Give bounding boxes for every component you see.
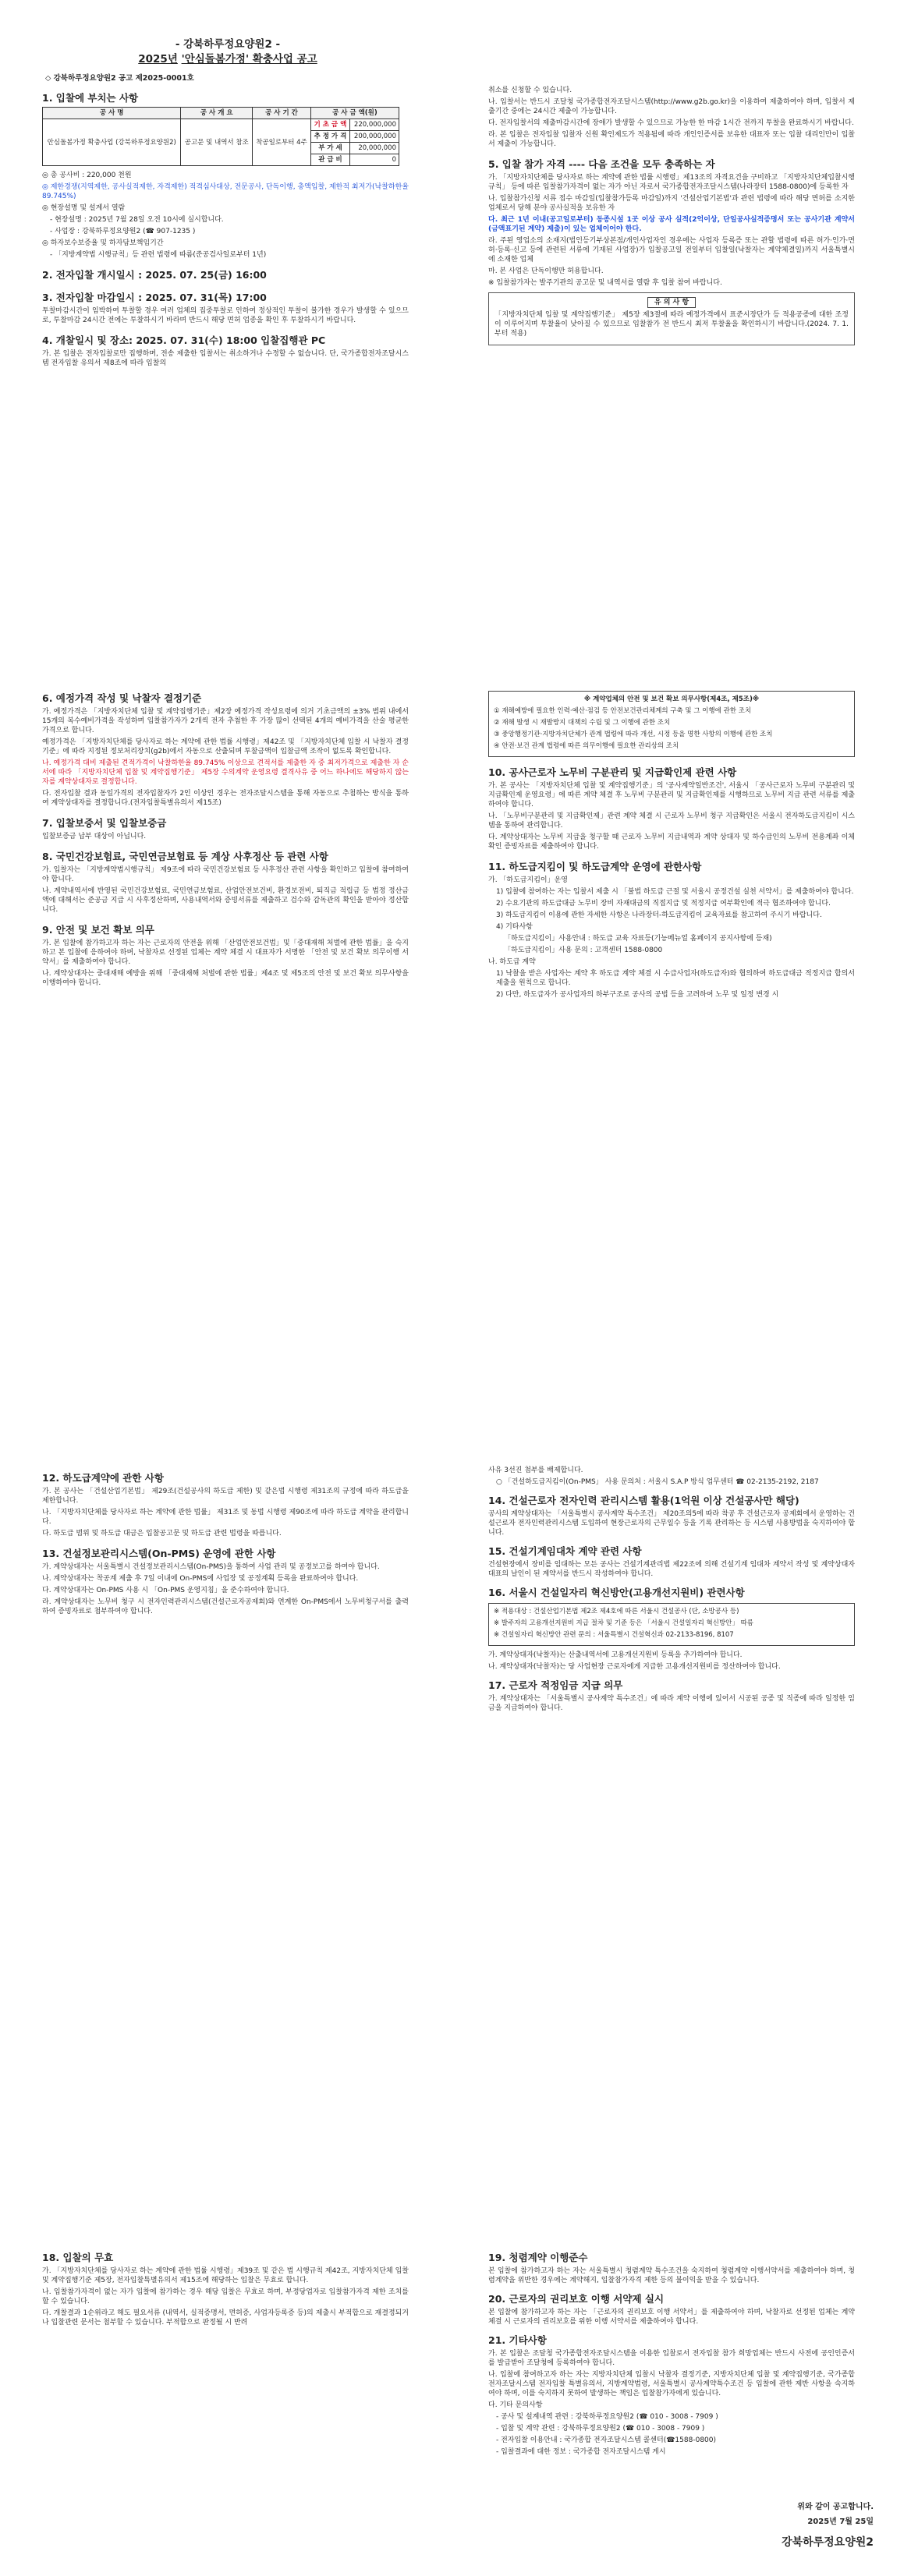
signature-org: 강북하루정요양원2 [782,2536,874,2549]
sec13-body: 다. 계약상대자는 On-PMS 사용 시 「On-PMS 운영지침」을 준수하여야 합니다. [42,1587,289,1594]
sec5-item: 나. 입찰참가신청 서류 접수 마감일(입찰참가등록 마감일)까지 '건설산업기본법'과 관련 법령에 따라 해당 면허를 소지한 업체로서 당해 분야 공사실적을 보유한 자 [488,195,855,212]
sec10-body: 가. 본 공사는 「지방자치단체 입찰 및 계약집행기준」의 '공사계약일반조건', 서울시 「공사근로자 노무비 구분관리 및 지급확인제 운영요령」에 따른 계약 체결 후 노무비 구분관리 및 지급확인제를 시행하므로 노무비 지급 관련 서류를 제출하여야 합니다. [488,782,855,809]
sec3-body: 투찰마감시간이 임박하여 투찰할 경우 여러 업체의 집중투찰로 인하여 정상적인 투찰이 불가한 경우가 발생할 수 있으므로, 투찰마감 24시간 전에는 투찰하시기 바라며 반드시 해당 면허 업종을 확인 후 투찰하시기 바랍니다. [42,307,409,324]
sec16-body: 가. 계약상대자(낙찰자)는 산출내역서에 고용개선지원비 등록을 추가하여야 합니다. [488,1651,743,1659]
project-overview: 공고문 및 내역서 참조 [181,119,253,166]
signature-prefix: 위와 같이 공고합니다. [797,2503,874,2511]
col1-top [42,86,409,370]
employment-item: ※ 건설일자리 혁신방안 관련 문의 : 서울특별시 건설혁신과 02-2133-8196, 8107 [494,1631,734,1639]
sec4-body: 가. 본 입찰은 전자입찰로만 집행하며, 전송 제출한 입찰서는 취소하거나 수정할 수 없습니다. 단, 국가종합전자조달시스템 전자입찰 유의서 제8조에 따라 입찰의 [42,350,409,367]
sec11-body: 「하도급지킴이」사용 문의 : 고객센터 1588-0800 [504,947,663,954]
sec16-heading: 16. 서울시 건설일자리 혁신방안(고용개선지원비) 관련사항 [488,1587,745,1598]
sec19-heading: 19. 청렴계약 이행준수 [488,2252,588,2263]
project-name: 안심돌봄가정 확충사업 (강북하루정요양원2) [43,119,181,166]
sec20-heading: 20. 근로자의 권리보호 이행 서약제 실시 [488,2293,665,2305]
sec11-body: 3) 하도급지킴이 이용에 관한 자세한 사항은 나라장터-하도급지킴이 교육자료를 참고하여 주시기 바랍니다. [496,911,822,919]
sec5-item: 라. 주된 영업소의 소재지(법인등기부상본점/개인사업자인 경우에는 사업자 등록증 또는 관할 법령에 따른 허가·인가·면허·등록·신고 등에 관련된 서류에 기재된 사업장)가 입찰공고일 전일부터 입찰일(낙찰자는 계약체결일)까지 서울특별시에 소재한 업체 [488,237,855,264]
col1-mid [42,686,409,990]
sec5-item: 다. 최근 1년 이내(공고일로부터) 동종시설 1곳 이상 공사 실적(2억이상, 단일공사실적증명서 또는 공사기관 계약서(금액표기된 계약) 제출)이 있는 업체이어야 한다. [488,216,855,233]
sec11-heading: 11. 하도급지킴이 및 하도급계약 운영에 관한사항 [488,861,702,872]
sec5-heading: 5. 입찰 참가 자격 ---- 다음 조건을 모두 충족하는 자 [488,158,715,170]
sec2-heading: 2. 전자입찰 개시일시 : 2025. 07. 25(금) 16:00 [42,269,267,281]
sec18-body: 가. 「지방자치단체를 당사자로 하는 계약에 관한 법률 시행령」제39조 및 같은 법 시행규칙 제42조, 지방자치단체 입찰 및 계약집행기준 제5장, 전자입찰특별유의서 제15조에 해당하는 입찰은 무효로 합니다. [42,2267,409,2284]
sec5-item: 가. 「지방자치단체를 당사자로 하는 계약에 관한 법률 시행령」제13조의 자격요건을 구비하고 「지방자치단체입찰시행규칙」 등에 따른 입찰참가자격이 없는 자가 아닌 자로서 국가종합전자조달시스템(나라장터 1588-0800)에 등록한 자 [488,174,855,191]
sec14-body: 공사의 계약상대자는 「서울특별시 공사계약 특수조건」 제20조의5에 따라 착공 후 건설근로자 공제회에서 운영하는 건설근로자 전자인력관리시스템 도입하여 현장근로자의 근무일수 등을 기록 관리하는 등 시스템 사용방법을 숙지하여야 합니다. [488,1510,855,1537]
sec12-heading: 12. 하도급계약에 관한 사항 [42,1472,164,1484]
sec11-body: 1) 낙찰을 받은 사업자는 계약 후 하도급 계약 체결 시 수급사업자(하도급자)와 협의하여 하도급대금 적정지급 합의서 제출을 원칙으로 합니다. [496,970,855,987]
sec1-bullet: - 현장설명 : 2025년 7월 28일 오전 10시에 실시합니다. [50,216,224,224]
sec21-body: 가. 본 입찰은 조달청 국가종합전자조달시스템을 이용한 입찰로서 전자입찰 참가 희망업체는 반드시 사전에 공인인증서를 발급받아 조달청에 등록하여야 합니다. [488,2350,855,2367]
sec13-heading: 13. 건설정보관리시스템(On-PMS) 운영에 관한 사항 [42,1548,276,1559]
sec20-body: 본 입찰에 참가하고자 하는 자는 「근로자의 권리보호 이행 서약서」를 제출하여야 하며, 낙찰자로 선정된 업체는 계약 체결 시 근로자의 권리보호를 위한 이행 서약서를 제출하여야 합니다. [488,2309,855,2326]
contact-line: - 입찰 및 계약 관련 : 강북하루정요양원2 (☎ 010 - 3008 - 7909 ) [496,2425,705,2433]
sec11-body: 가. 「하도급지킴이」운영 [488,876,568,884]
contact-line: - 공사 및 설계내역 관련 : 강북하루정요양원2 (☎ 010 - 3008 - 7909 ) [496,2413,718,2421]
sec21-body: 나. 입찰에 참여하고자 하는 자는 지방자치단체 입찰시 낙찰자 결정기준, 지방자치단체 입찰 및 계약집행기준, 국가종합 전자조달시스템 전자입찰 특별유의서, 지방계약법령, 서울특별시 공사계약특수조건 등 입찰에 관한 제반 사항을 숙지하여야 하며, 이를 숙지하지 못하여 발생하는 책임은 입찰참가자에게 있습니다. [488,2371,855,2397]
safety-box [488,691,855,757]
notice-box-title: 유 의 사 항 [647,297,696,308]
sec12-body: 가. 본 공사는 「건설산업기본법」 제29조(건설공사의 하도급 제한) 및 같은법 시행령 제31조의 규정에 따라 하도급을 제한합니다. [42,1488,409,1505]
sec17-body: 가. 계약상대자는 「서울특별시 공사계약 특수조건」에 따라 계약 이행에 있어서 시공된 공종 및 직종에 따라 일정한 임금을 지급하여야 합니다. [488,1695,855,1712]
sec1-bullet: - 「지방계약법 시행규칙」등 관련 법령에 따름(준공검사일로부터 1년) [50,251,267,259]
safety-item: ③ 중앙행정기관·지방자치단체가 관계 법령에 따라 개선, 시정 등을 명한 사항의 이행에 관한 조치 [494,731,773,738]
safety-item: ② 재해 발생 시 재발방지 대책의 수립 및 그 이행에 관한 조치 [494,719,671,727]
project-period: 착공일로부터 4주 [253,119,311,166]
sec11-body: 2) 다만, 하도급자가 공사업자의 하부구조로 공사의 공법 등을 고려하여 노무 및 일정 변경 시 [496,991,779,999]
sec11-body: 4) 기타사항 [496,923,533,931]
sec4-heading: 4. 개찰일시 및 장소: 2025. 07. 31(수) 18:00 입찰집행관 PC [42,334,326,346]
contact-line: - 입찰결과에 대한 정보 : 국가종합 전자조달시스템 게시 [496,2448,666,2456]
sec11-body: 나. 하도급 계약 [488,958,536,966]
notice-number: ◇ 강북하루정요양원2 공고 제2025-0001호 [45,74,194,83]
sec8-body: 가. 입찰자는 「지방계약법시행규칙」 제9조에 따라 국민건강보험료 등 사후정산 관련 사항을 확인하고 입찰에 참여하여야 합니다. [42,866,409,883]
amount-label: 부 가 세 [310,143,349,154]
sec8-body: 나. 계약내역서에 반영된 국민건강보험료, 국민연금보험료, 산업안전보건비, 환경보전비, 퇴직금 적립금 등 법정 정산금액에 대해서는 준공금 지급 시 사후정산하며, 사용내역서와 증빙서류를 제출하고 검수와 감독관의 확인을 받아야 정산합니다. [42,887,409,914]
sec17-heading: 17. 근로자 적정임금 지급 의무 [488,1679,623,1691]
sec11-continued: 사유 3선진 첨부를 배제합니다. [488,1467,583,1474]
sec18-body: 다. 개찰결과 1순위라고 해도 필요서류 (내역서, 실적증명서, 면허증, 사업자등록증 등)의 제출시 부적합으로 재결정되거나 입찰관련 문서는 첨부할 수 있습니다. 부적합으로 판정될 시 반려 [42,2309,409,2327]
sec5-item: 마. 본 사업은 단독이행만 허용합니다. [488,267,604,275]
sec1-bullet: - 사업장 : 강북하루정요양원2 (☎ 907-1235 ) [50,228,196,235]
th-name: 공 사 명 [43,108,181,119]
amount-label: 관 급 비 [310,154,349,166]
sec6-body: 나. 예정가격 대비 제출된 견적가격이 낙찰하한율 89.745% 이상으로 견적서를 제출한 자 중 최저가격으로 제출한 자 순서에 따라 「지방자치단체 입찰 및 계약집행기준」 제5장 수의계약 운영요령 결격사유 중 어느 하나에도 해당하지 않는 자를 계약상대자로 결정합니다. [42,759,409,786]
sec4-item: 나. 입찰서는 반드시 조달청 국가종합전자조달시스템(http://www.g2b.go.kr)을 이용하여 제출하여야 하며, 입찰서 제출기간 중에는 24시간 제출이 가능합니다. [488,98,855,115]
sec8-heading: 8. 국민건강보험료, 국민연금보험료 등 계상 사후정산 등 관련 사항 [42,851,328,862]
title-year: 2025년 [138,53,178,65]
sec9-heading: 9. 안전 및 보건 확보 의무 [42,924,154,936]
sec13-body: 가. 계약상대자는 서울특별시 건설정보관리시스템(On-PMS)을 통하여 사업 관리 및 공정보고를 하여야 합니다. [42,1563,380,1571]
sec10-body: 나. 「노무비구분관리 및 지급확인제」관련 계약 체결 시 근로자 노무비 청구 지급확인은 서울시 전자하도급지킴이 시스템을 통하여 관리합니다. [488,812,855,830]
sec12-body: 다. 하도급 범위 및 하도급 대금은 입찰공고문 및 하도급 관련 법령을 따릅니다. [42,1530,282,1537]
notice-box-body: 「지방자치단체 입찰 및 계약집행기준」 제5장 제3절에 따라 예정가격에서 표준시장단가 등 적용공종에 대한 조정이 이루어지며 투찰율이 낮아질 수 있으므로 입찰참가 전 반드시 최저 투찰율을 확인하시기 바랍니다.(2024. 7. 1. 부터 적용) [494,311,849,338]
sec7-body: 입찰보증금 납부 대상이 아닙니다. [42,833,147,840]
sec15-body: 건설현장에서 장비를 임대하는 모든 공사는 건설기계관리법 제22조에 의해 건설기계 임대차 계약서 작성 및 계약상대자 대표의 날인이 된 계약서를 반드시 작성하여야 합니다. [488,1561,855,1578]
sec6-body: 예정가격은 「지방자치단체를 당사자로 하는 계약에 관한 법률 시행령」제42조 및 「지방자치단체 입찰 시 낙찰자 결정기준」에 따라 지정된 정보처리장치(g2b)에서 자동으로 산출되며 투찰금액이 입찰금액 조작이 없도록 확인합니다. [42,738,409,755]
col2-bottom [488,2245,855,2459]
sec1-bullet: ◎ 현장설명 및 설계서 열람 [42,204,126,212]
amount-label: 기 초 금 액 [310,119,349,131]
sec4-continued: 취소를 신청할 수 있습니다. [488,87,572,94]
sec18-body: 나. 입찰참가자격이 없는 자가 입찰에 참가하는 경우 해당 입찰은 무효로 하며, 부정당업자로 입찰참가자격 제한 조치를 할 수 있습니다. [42,2288,409,2305]
sec1-bullet: ◎ 총 공사비 : 220,000 천원 [42,172,132,179]
sec9-body: 나. 계약상대자는 중대재해 예방을 위해 「중대재해 처벌에 관한 법률」제4조 및 제5조의 안전 및 보건 확보 의무사항을 이행하여야 합니다. [42,970,409,987]
sec18-heading: 18. 입찰의 무효 [42,2252,114,2263]
sec5-item: ※ 입찰참가자는 발주기관의 공고문 및 내역서를 열람 후 입찰 참여 바랍니다. [488,279,722,287]
signature-date: 2025년 7월 25일 [807,2518,874,2526]
col2-lower [488,1466,855,1715]
sec11-continued: ○ 「건설하도급지킴이(On-PMS」 사용 문의처 : 서울시 S.A.P 방식 업무센터 ☎ 02-2135-2192, 2187 [496,1478,819,1486]
sec9-body: 가. 본 입찰에 참가하고자 하는 자는 근로자의 안전을 위해 「산업안전보건법」및「중대재해 처벌에 관한 법률」을 숙지하고 본 입찰에 응하여야 하며, 낙찰자로 선정된 업체는 계약 체결 시 대표자가 서명한 「안전 및 보건 확보 의무이행 서약서」를 제출하여야 합니다. [42,939,409,966]
sec7-heading: 7. 입찰보증서 및 입찰보증금 [42,817,167,829]
amount-label: 추 정 가 격 [310,131,349,143]
sec11-body: 1) 입찰에 참여하는 자는 입찰서 제출 시 「불법 하도급 근절 및 서울시 공정건설 실천 서약서」를 제출하여야 합니다. [496,888,854,896]
amount-value: 20,000,000 [350,143,399,154]
sec10-body: 다. 계약상대자는 노무비 지급을 청구할 때 근로자 노무비 지급내역과 계약 상대자 및 하수급인의 노무비 전용계좌 이체확인 증빙자료를 제출하여야 합니다. [488,833,855,851]
sec6-heading: 6. 예정가격 작성 및 낙찰자 결정기준 [42,692,202,704]
th-overview: 공 사 개 요 [181,108,253,119]
safety-item: ④ 안전·보건 관계 법령에 따른 의무이행에 필요한 관리상의 조치 [494,742,679,750]
project-table [42,107,399,166]
employment-item: ※ 적용대상 : 건설산업기본법 제2조 제4호에 따른 서울시 건설공사 (단, 소방공사 등) [494,1608,739,1615]
col2-mid [488,686,855,1002]
col1-lower [42,1466,409,1619]
sec11-body: 「하도급지킴이」사용안내 : 하도급 교육 자료등(기능메뉴얼 홈페이지 공지사항에 등재) [504,935,772,943]
sec21-heading: 21. 기타사항 [488,2334,547,2346]
page-title [0,50,456,65]
th-amount: 공 사 금 액(원) [310,108,399,119]
sec16-body: 나. 계약상대자(낙찰자)는 당 사업현장 근로자에게 지급한 고용개선지원비를 정산하여야 합니다. [488,1663,781,1671]
sec13-body: 나. 계약상대자는 착공계 제출 후 7일 이내에 On-PMS에 사업장 및 공정계획 등록을 완료하여야 합니다. [42,1575,359,1583]
sec6-body: 가. 예정가격은 「지방자치단체 입찰 및 계약집행기준」제2장 예정가격 작성요령에 의거 기초금액의 ±3% 범위 내에서 15개의 복수예비가격을 작성하며 입찰참가자가 2개씩 전자 추첨한 후 가장 많이 선택된 4개의 예비가격을 산술 평균한 가격으로 합니다. [42,708,409,734]
amount-value: 220,000,000 [350,119,399,131]
safety-box-title: ※ 계약업체의 안전 및 보건 확보 의무사항(제4조, 제5조)※ [583,695,760,703]
sec6-body: 다. 전자입찰 결과 동일가격의 전자입찰자가 2인 이상인 경우는 전자조달시스템을 통해 자동으로 추첨하는 방식을 통하여 계약상대자를 결정합니다.(전자입찰특별유의서 제15조) [42,790,409,807]
sec1-heading: 1. 입찰에 부치는 사항 [42,92,139,104]
sec15-heading: 15. 건설기계임대차 계약 관련 사항 [488,1545,642,1557]
notice-box [488,292,855,345]
sec10-heading: 10. 공사근로자 노무비 구분관리 및 지급확인제 관련 사항 [488,766,737,778]
contact-line: - 전자입찰 이용안내 : 국가종합 전자조달시스템 콜센터(☎1588-0800) [496,2436,717,2444]
col2-top [488,86,855,350]
col1-bottom [42,2245,409,2330]
sec1-bullet: ◎ 하자보수보증율 및 하자담보책임기간 [42,239,164,247]
sec4-item: 다. 전자입찰서의 제출마감시간에 장애가 발생할 수 있으므로 가능한 한 마감 1시간 전까지 투찰을 완료하시기 바랍니다. [488,119,854,127]
employment-item: ※ 발주자의 고용개선지원비 지급 절차 및 기준 등은 「서울시 건설일자리 혁신방안」 따름 [494,1619,754,1627]
sec21-body: 다. 기타 문의사항 [488,2401,543,2409]
safety-item: ① 재해예방에 필요한 인력·예산·점검 등 안전보건관리체계의 구축 및 그 이행에 관한 조치 [494,707,752,715]
sec4-item: 라. 본 입찰은 전자입찰 입찰자 신원 확인제도가 적용됨에 따라 개인인증서를 보유한 대표자 또는 입찰 대리인만이 입찰서 제출이 가능합니다. [488,131,855,148]
amount-value: 200,000,000 [350,131,399,143]
page-title-org: - 강북하루정요양원2 - [175,38,281,51]
sec1-bullet: ◎ 제한경쟁(지역제한, 공사실적제한, 자격제한) 적격심사대상, 전문공사, 단독이행, 총액입찰, 제한적 최저가(낙찰하한율 89.745%) [42,183,409,200]
sec13-body: 라. 계약상대자는 노무비 청구 시 전자인력관리시스템(건설근로자공제회)와 연계한 On-PMS에서 노무비청구서를 출력하여 증빙자료로 첨부하여야 합니다. [42,1598,409,1615]
sec14-heading: 14. 건설근로자 전자인력 관리시스템 활용(1억원 이상 건설공사만 해당) [488,1495,799,1506]
sec19-body: 본 입찰에 참가하고자 하는 자는 서울특별시 청렴계약 특수조건을 숙지하여 청렴계약 이행서약서를 제출하여야 하며, 청렴계약을 위반한 경우에는 계약해지, 입찰참가자격 제한 등의 불이익을 받을 수 있습니다. [488,2267,855,2284]
title-main: '안심돌봄가정' 확충사업 공고 [181,53,317,65]
th-period: 공 사 기 간 [253,108,311,119]
employment-box [488,1603,855,1646]
amount-value: 0 [350,154,399,166]
sec3-heading: 3. 전자입찰 마감일시 : 2025. 07. 31(목) 17:00 [42,292,267,303]
sec11-body: 2) 수요기관의 하도급대금 노무비 장비 자재대금의 직접지급 및 적정지급 여부확인에 적극 협조하여야 합니다. [496,900,831,908]
sec12-body: 나. 「지방자치단체를 당사자로 하는 계약에 관한 법률」 제31조 및 동법 시행령 제90조에 따라 하도급 계약을 관리합니다. [42,1509,409,1526]
